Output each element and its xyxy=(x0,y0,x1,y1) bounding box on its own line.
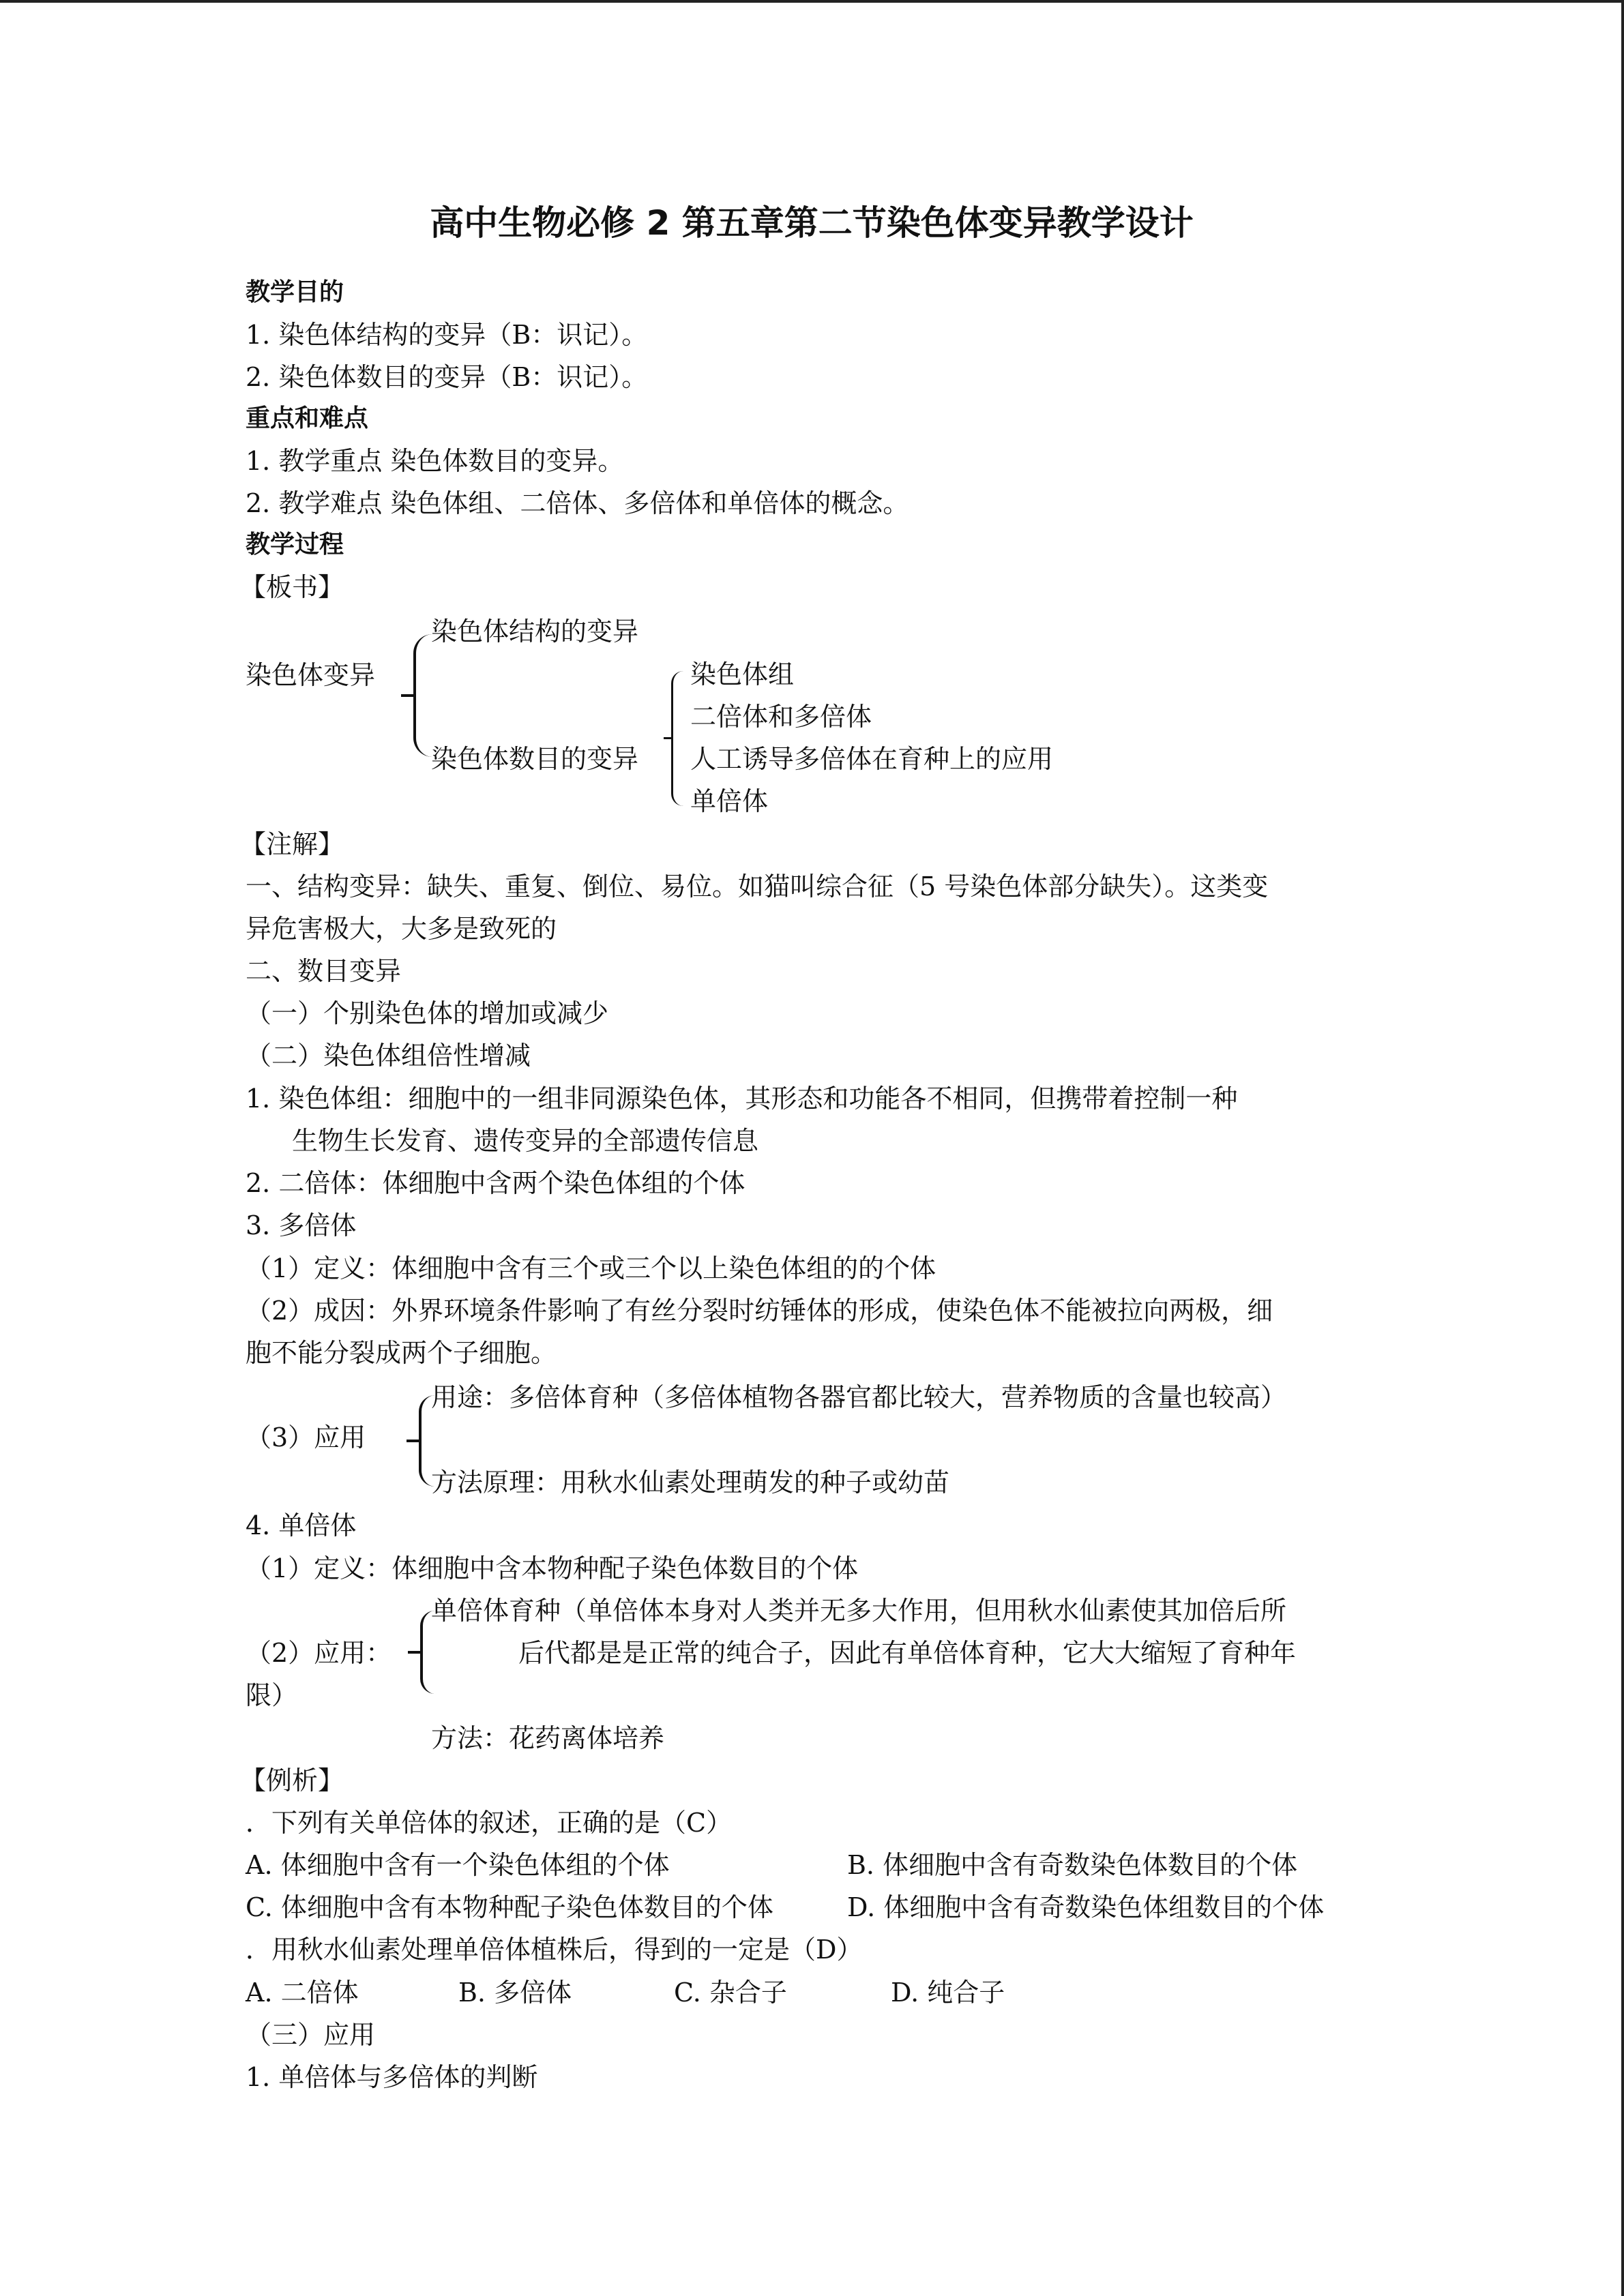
board-root-brace xyxy=(413,634,434,757)
objective-item-1: 1. 染色体结构的变异（B：识记）。 xyxy=(246,320,648,350)
notes-structure-line-1: 一、结构变异：缺失、重复、倒位、易位。如猫叫综合征（5 号染色体部分缺失）。这类变 xyxy=(246,871,1269,901)
notes-def-4-2-line-2: 后代都是是正常的纯合子，因此有单倍体育种，它大大缩短了育种年 xyxy=(518,1638,1297,1668)
page-title: 高中生物必修 2 第五章第二节染色体变异教学设计 xyxy=(430,203,1194,243)
board-sub-item-1: 染色体组 xyxy=(690,659,795,689)
notes-sub-1: （一）个别染色体的增加或减少 xyxy=(246,998,609,1028)
example-q1-option-c: C. 体细胞中含有本物种配子染色体数目的个体 xyxy=(246,1892,773,1922)
key-point-item-2: 2. 教学难点 染色体组、二倍体、多倍体和单倍体的概念。 xyxy=(246,488,909,518)
notes-def-4-2-line-3: 限） xyxy=(246,1680,298,1710)
process-heading: 教学过程 xyxy=(246,531,344,558)
notes-def-4-1: （1）定义：体细胞中含本物种配子染色体数目的个体 xyxy=(246,1553,859,1583)
example-q1-option-a: A. 体细胞中含有一个染色体组的个体 xyxy=(246,1850,670,1880)
notes-sub-2: （二）染色体组倍性增减 xyxy=(246,1041,531,1071)
notes-def-3: 3. 多倍体 xyxy=(246,1210,357,1240)
example-question-1: ．下列有关单倍体的叙述，正确的是（C） xyxy=(246,1808,733,1838)
board-sub-item-3: 人工诱导多倍体在育种上的应用 xyxy=(690,744,1054,774)
notes-def-3-2-line-1: （2）成因：外界环境条件影响了有丝分裂时纺锤体的形成，使染色体不能被拉向两极，细 xyxy=(246,1296,1273,1326)
notes-label: 【注解】 xyxy=(240,829,344,859)
objective-item-2: 2. 染色体数目的变异（B：识记）。 xyxy=(246,362,648,392)
notes-def-1-line-1: 1. 染色体组：细胞中的一组非同源染色体，其形态和功能各不相同，但携带着控制一种 xyxy=(246,1084,1238,1114)
example-q2-option-a: A. 二倍体 xyxy=(246,1978,359,2008)
key-points-heading: 重点和难点 xyxy=(246,404,369,432)
notes-structure-line-2: 异危害极大，大多是致死的 xyxy=(246,914,557,944)
notes-def-4-2-line-1: 单倍体育种（单倍体本身对人类并无多大作用，但用秋水仙素使其加倍后所 xyxy=(431,1596,1287,1626)
example-q2-option-b: B. 多倍体 xyxy=(458,1978,572,2008)
example-question-2: ．用秋水仙素处理单倍体植株后，得到的一定是（D） xyxy=(246,1935,863,1965)
board-sub-item-4: 单倍体 xyxy=(690,786,769,816)
application-heading: （三）应用 xyxy=(246,2020,376,2050)
example-q1-option-b: B. 体细胞中含有奇数染色体数目的个体 xyxy=(847,1850,1298,1880)
notes-number-heading: 二、数目变异 xyxy=(246,956,402,986)
notes-def-2: 2. 二倍体：体细胞中含两个染色体组的个体 xyxy=(246,1168,745,1198)
notes-def-3-3-use: 用途：多倍体育种（多倍体植物各器官都比较大，营养物质的含量也较高） xyxy=(431,1382,1287,1412)
objectives-heading: 教学目的 xyxy=(246,278,344,306)
example-q1-option-d: D. 体细胞中含有奇数染色体组数目的个体 xyxy=(847,1892,1325,1922)
key-point-item-1: 1. 教学重点 染色体数目的变异。 xyxy=(246,446,624,476)
board-root: 染色体变异 xyxy=(246,660,376,690)
notes-def-3-3-label: （3）应用 xyxy=(246,1422,366,1452)
notes-def-3-2-line-2: 胞不能分裂成两个子细胞。 xyxy=(246,1338,557,1368)
board-number-brace xyxy=(671,671,685,806)
right-border-line xyxy=(1621,0,1624,2296)
example-q2-option-d: D. 纯合子 xyxy=(891,1978,1005,2008)
example-q2-option-c: C. 杂合子 xyxy=(674,1978,787,2008)
notes-def-4-2-label: （2）应用： xyxy=(246,1638,392,1668)
application-item-1: 1. 单倍体与多倍体的判断 xyxy=(246,2062,538,2092)
notes-def-3-1: （1）定义：体细胞中含有三个或三个以上染色体组的的个体 xyxy=(246,1253,936,1283)
board-sub-item-2: 二倍体和多倍体 xyxy=(690,702,872,732)
notes-def-4-2-method: 方法：花药离体培养 xyxy=(431,1723,665,1753)
notes-def-3-3-method: 方法原理：用秋水仙素处理萌发的种子或幼苗 xyxy=(431,1467,950,1497)
board-branch-structure: 染色体结构的变异 xyxy=(431,616,639,646)
document-page xyxy=(240,0,1391,2296)
examples-label: 【例析】 xyxy=(240,1765,344,1795)
notes-def-1-line-2: 生物生长发育、遗传变异的全部遗传信息 xyxy=(292,1126,759,1156)
board-branch-number: 染色体数目的变异 xyxy=(431,744,639,774)
notes-def-4: 4. 单倍体 xyxy=(246,1510,357,1540)
board-label: 【板书】 xyxy=(240,572,344,602)
